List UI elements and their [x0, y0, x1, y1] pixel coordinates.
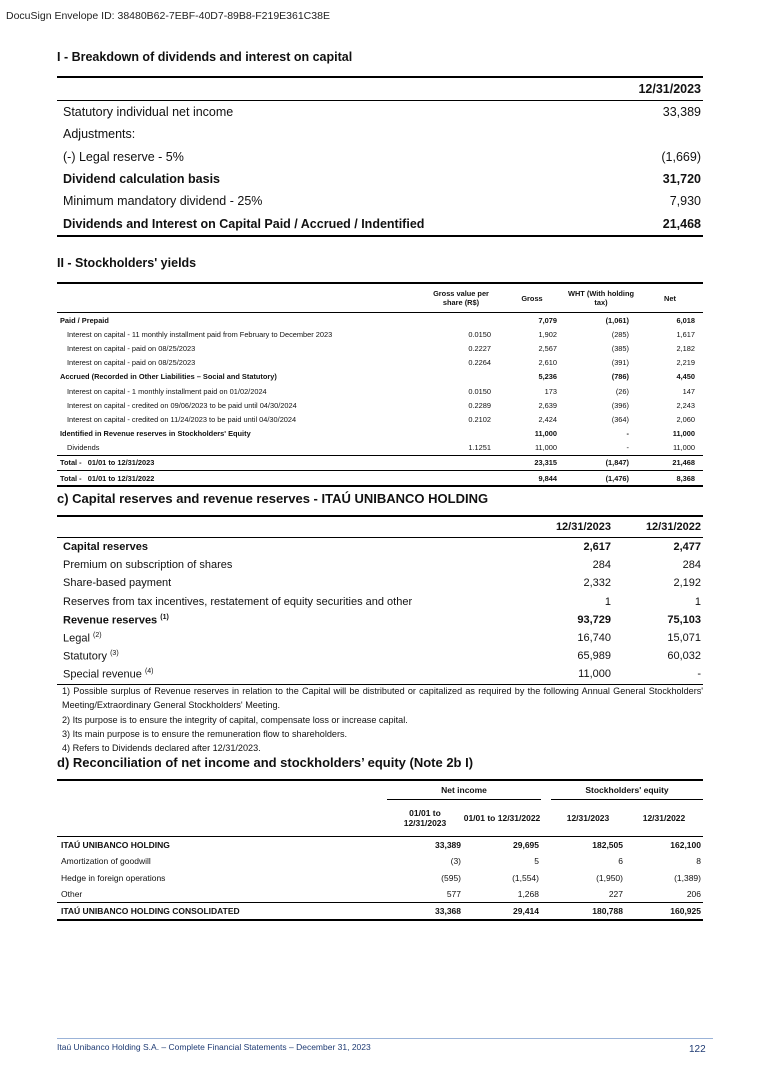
- gross-cell: 11,000: [534, 443, 557, 453]
- value-cell: 227: [608, 889, 623, 900]
- row-value: (1,669): [661, 149, 701, 164]
- table-row: [57, 384, 703, 398]
- column-header: 01/01 to 12/31/2022: [463, 800, 541, 837]
- column-header: 12/31/2023: [551, 800, 625, 837]
- column-header-date: 12/31/2023: [561, 77, 703, 101]
- gross-cell: 9,844: [499, 471, 565, 487]
- value-2022: 15,071: [667, 632, 701, 645]
- total-prefix: Total -: [60, 458, 82, 468]
- table-row: [57, 593, 703, 611]
- per-share-cell: 1.1251: [468, 443, 491, 453]
- value-cell: 8: [696, 856, 701, 867]
- net-cell: 2,182: [676, 343, 695, 353]
- row-label: Share-based payment: [63, 577, 172, 590]
- gross-cell: 2,610: [538, 358, 557, 368]
- table-row: [57, 356, 703, 370]
- value-cell: (3): [450, 856, 461, 867]
- total-label: [57, 471, 423, 487]
- net-cell: 8,368: [637, 471, 703, 487]
- value-cell: 6: [618, 856, 623, 867]
- row-label: Interest on capital - paid on 08/25/2023: [67, 343, 196, 353]
- table-header-row: [57, 516, 703, 538]
- gross-cell: 173: [544, 386, 557, 396]
- footnote-ref: (2): [92, 631, 102, 639]
- row-label: Statutory: [63, 650, 108, 663]
- table-row: [57, 398, 703, 412]
- column-header-net: Net: [637, 283, 703, 313]
- table-row: [57, 370, 703, 384]
- row-label: Minimum mandatory dividend - 25%: [63, 194, 263, 209]
- value-2023: 284: [592, 559, 611, 572]
- value-2022: 2,477: [673, 541, 701, 554]
- table-row: [57, 665, 703, 684]
- table-row: [57, 146, 703, 168]
- wht-cell: (1,476): [565, 471, 637, 487]
- total-prefix: Total -: [60, 473, 82, 483]
- section-d-title: d) Reconciliation of net income and stockholders’ equity (Note 2b I): [57, 755, 474, 770]
- wht-cell: (786): [611, 372, 629, 382]
- table-row: [57, 168, 703, 190]
- per-share-cell: 0.2227: [468, 343, 491, 353]
- row-label: Amortization of goodwill: [61, 856, 151, 867]
- stockholders-yields-table: [57, 282, 703, 487]
- row-value: 21,468: [561, 212, 703, 235]
- per-share-cell: 0.0150: [468, 386, 491, 396]
- table-row: [57, 313, 703, 328]
- column-header-2022: 12/31/2022: [613, 516, 703, 538]
- footnotes: [62, 684, 703, 755]
- table-header-row: [57, 800, 703, 837]
- row-label: Capital reserves: [63, 541, 148, 554]
- table-row: [57, 327, 703, 341]
- net-cell: 6,018: [676, 315, 695, 325]
- docusign-envelope-id: DocuSign Envelope ID: 38480B62-7EBF-40D7-89B8-F219E361C38E: [6, 10, 330, 22]
- table-row: [57, 611, 703, 629]
- row-value: 33,389: [662, 105, 701, 120]
- gross-cell: 7,079: [538, 315, 557, 325]
- value-cell: 33,368: [387, 903, 463, 921]
- footnote: 3) Its main purpose is to ensure the remuneration flow to shareholders.: [62, 728, 348, 739]
- table-row: [57, 853, 703, 869]
- value-2023: 16,740: [577, 632, 611, 645]
- table-row: [57, 556, 703, 574]
- gross-cell: 2,567: [538, 343, 557, 353]
- net-cell: 11,000: [672, 443, 695, 453]
- footer-divider: [57, 1038, 713, 1039]
- row-label: Interest on capital - paid on 08/25/2023: [67, 358, 196, 368]
- value-2022: 284: [682, 559, 701, 572]
- footnote: 2) Its purpose is to ensure the integrity of capital, compensate loss or increase capital.: [62, 714, 408, 725]
- value-cell: 206: [686, 889, 701, 900]
- value-2022: 1: [694, 595, 701, 608]
- wht-cell: (285): [611, 329, 629, 339]
- row-label: Interest on capital - 1 monthly installment paid on 01/02/2024: [67, 386, 267, 396]
- column-group-net-income: Net income: [387, 780, 541, 800]
- section-1-title: I - Breakdown of dividends and interest on capital: [57, 50, 353, 64]
- table-row: [57, 538, 703, 557]
- row-label: Interest on capital - 11 monthly installment paid from February to December 2023: [67, 329, 333, 339]
- value-cell: (595): [441, 872, 461, 883]
- row-label: Dividends and Interest on Capital Paid / Accrued / Indentified: [57, 212, 561, 235]
- table-row: [57, 441, 703, 456]
- row-label: Interest on capital - credited on 09/06/2023 to be paid until 04/30/2024: [67, 400, 297, 410]
- value-cell: 29,414: [463, 903, 541, 921]
- total-row: [57, 471, 703, 487]
- wht-cell: -: [626, 429, 629, 439]
- row-label: Hedge in foreign operations: [61, 872, 166, 883]
- table-row: [57, 412, 703, 426]
- value-cell: 180,788: [551, 903, 625, 921]
- table-row: [57, 427, 703, 441]
- row-label: Dividends: [67, 443, 100, 453]
- row-label: Legal: [63, 632, 90, 645]
- net-cell: 1,617: [676, 329, 695, 339]
- gross-cell: 1,902: [538, 329, 557, 339]
- wht-cell: (1,847): [565, 455, 637, 470]
- table-row: [57, 629, 703, 647]
- value-cell: (1,950): [596, 872, 623, 883]
- table-row: [57, 101, 703, 124]
- value-2022: 60,032: [667, 650, 701, 663]
- row-label: Paid / Prepaid: [60, 315, 109, 325]
- value-cell: 162,100: [670, 840, 701, 851]
- wht-cell: (391): [611, 358, 629, 368]
- value-cell: 182,505: [592, 840, 623, 851]
- row-label: Identified in Revenue reserves in Stockholders' Equity: [60, 429, 251, 439]
- table-row: [57, 647, 703, 665]
- value-2023: 1: [604, 595, 611, 608]
- row-label: (-) Legal reserve - 5%: [63, 149, 184, 164]
- value-2023: 2,332: [583, 577, 611, 590]
- row-label: Special revenue: [63, 668, 142, 681]
- per-share-cell: [423, 313, 499, 328]
- row-value: [561, 123, 703, 145]
- value-cell: 33,389: [435, 840, 461, 851]
- column-header: 01/01 to 12/31/2023: [387, 800, 463, 837]
- row-label: Interest on capital - credited on 11/24/2023 to be paid until 04/30/2024: [67, 414, 297, 424]
- row-label: ITAÚ UNIBANCO HOLDING: [61, 840, 170, 851]
- net-cell: 147: [682, 386, 695, 396]
- gross-cell: 23,315: [499, 455, 565, 470]
- wht-cell: (26): [615, 386, 629, 396]
- wht-cell: (396): [611, 400, 629, 410]
- row-label: Statutory individual net income: [63, 105, 234, 120]
- row-label: ITAÚ UNIBANCO HOLDING CONSOLIDATED: [57, 903, 387, 921]
- value-2023: 2,617: [583, 541, 611, 554]
- per-share-cell: 0.2102: [468, 414, 491, 424]
- footer-text: Itaú Unibanco Holding S.A. – Complete Financial Statements – December 31, 2023: [57, 1042, 371, 1052]
- total-period: 01/01 to 12/31/2022: [87, 473, 155, 483]
- value-cell: 1,268: [517, 889, 539, 900]
- row-label: Accrued (Recorded in Other Liabilities – Social and Statutory): [60, 372, 277, 382]
- row-label: Dividend calculation basis: [63, 172, 220, 187]
- dividends-breakdown-table: [57, 76, 703, 237]
- total-label: [57, 455, 423, 470]
- net-cell: 11,000: [672, 429, 695, 439]
- footnote-ref: (3): [110, 649, 119, 657]
- table-row: [57, 574, 703, 592]
- gross-cell: 5,236: [538, 372, 557, 382]
- net-cell: 2,219: [676, 358, 695, 368]
- column-header: 12/31/2022: [625, 800, 703, 837]
- value-cell: 29,695: [513, 840, 539, 851]
- total-row: [57, 455, 703, 470]
- gross-cell: 2,639: [538, 400, 557, 410]
- wht-cell: (1,061): [605, 315, 629, 325]
- per-share-cell: 0.2264: [468, 358, 491, 368]
- wht-cell: (385): [611, 343, 629, 353]
- per-share-cell: [423, 427, 499, 441]
- per-share-cell: [423, 370, 499, 384]
- total-period: 01/01 to 12/31/2023: [87, 458, 155, 468]
- column-header-per-share: Gross value per share (R$): [423, 283, 499, 313]
- table-row: [57, 870, 703, 886]
- value-2023: 11,000: [521, 665, 613, 684]
- table-header-row: [57, 77, 703, 101]
- table-row: [57, 903, 703, 921]
- value-2022: -: [613, 665, 703, 684]
- table-header-row: [57, 283, 703, 313]
- column-group-stockholders-equity: Stockholders' equity: [551, 780, 703, 800]
- column-header-gross: Gross: [499, 283, 565, 313]
- reconciliation-table: [57, 779, 703, 921]
- value-2022: 75,103: [667, 613, 701, 626]
- row-value: 7,930: [669, 194, 701, 209]
- section-2-title: II - Stockholders' yields: [57, 256, 197, 270]
- table-row: [57, 123, 703, 145]
- value-2023: 93,729: [577, 613, 611, 626]
- footnote: 1) Possible surplus of Revenue reserves in relation to the Capital will be distributed or capitalized as required by the following Annual General Stockholders' Meeting/Extraordinary General Stockholders' Meeting.: [62, 686, 703, 711]
- net-cell: 21,468: [637, 455, 703, 470]
- row-value: 31,720: [662, 172, 701, 187]
- value-cell: (1,554): [512, 872, 539, 883]
- value-2023: 65,989: [577, 650, 611, 663]
- section-c-title: c) Capital reserves and revenue reserves - ITAÚ UNIBANCO HOLDING: [57, 491, 489, 506]
- table-row: [57, 837, 703, 854]
- gross-cell: 11,000: [534, 429, 557, 439]
- net-cell: 2,060: [676, 414, 695, 424]
- footnote-ref: (1): [160, 613, 169, 621]
- row-label: Revenue reserves: [63, 614, 158, 627]
- value-cell: (1,389): [674, 872, 701, 883]
- page-number: 122: [689, 1044, 706, 1055]
- wht-cell: (364): [611, 414, 629, 424]
- per-share-cell: 0.2289: [468, 400, 491, 410]
- per-share-cell: 0.0150: [468, 329, 491, 339]
- value-2022: 2,192: [673, 577, 701, 590]
- wht-cell: -: [626, 443, 629, 453]
- row-label: Reserves from tax incentives, restatement of equity securities and other: [63, 595, 413, 608]
- value-cell: 5: [534, 856, 539, 867]
- table-row: [57, 190, 703, 212]
- column-header-wht: WHT (With holding tax): [565, 283, 637, 313]
- footnote-ref: (4): [144, 668, 154, 676]
- capital-reserves-table: [57, 515, 703, 685]
- net-cell: 4,450: [676, 372, 695, 382]
- table-row: [57, 886, 703, 903]
- row-label: Other: [61, 889, 83, 900]
- row-label: Premium on subscription of shares: [63, 559, 233, 572]
- gross-cell: 2,424: [538, 414, 557, 424]
- net-cell: 2,243: [676, 400, 695, 410]
- table-row: [57, 212, 703, 235]
- value-cell: 160,925: [625, 903, 703, 921]
- table-row: [57, 341, 703, 355]
- row-label: Adjustments:: [63, 127, 136, 142]
- table-group-header-row: [57, 780, 703, 800]
- value-cell: 577: [446, 889, 461, 900]
- column-header-2023: 12/31/2023: [521, 516, 613, 538]
- footnote: 4) Refers to Dividends declared after 12/31/2023.: [62, 743, 261, 754]
